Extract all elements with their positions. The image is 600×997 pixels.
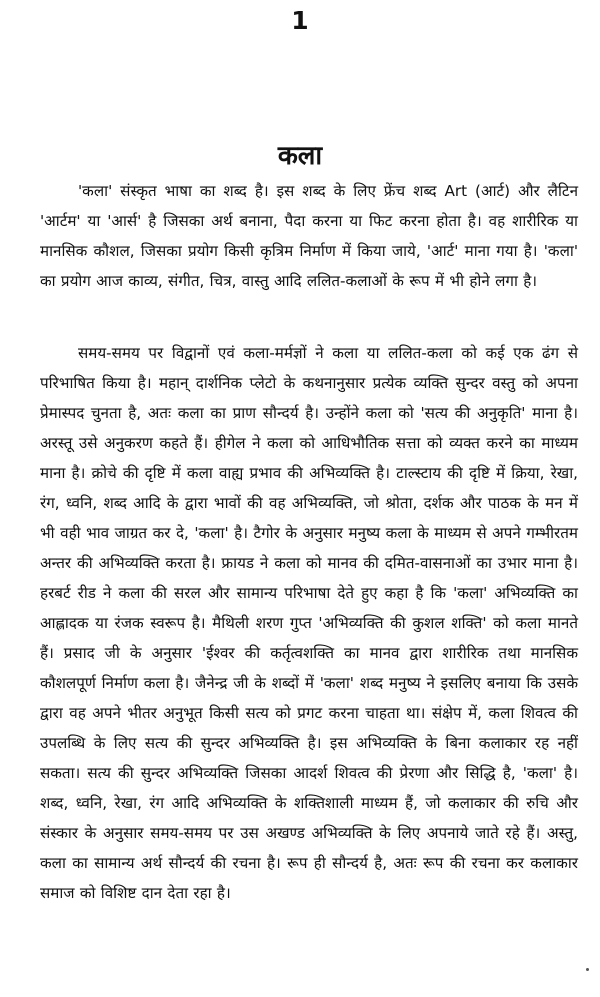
chapter-title: कला <box>277 141 323 171</box>
paragraph-intro: 'कला' संस्कृत भाषा का शब्द है। इस शब्द के लिए फ्रेंच शब्द Art (आर्ट) और लैटिन 'आर्टम' या 'आर्स' है जिसका अर्थ बनाना, पैदा करना या फिट करना होता है। वह शारीरिक या मानसिक कौशल, जिसका प्रयोग किसी कृत्रिम निर्माण में किया जाये, 'आर्ट' माना गया है। 'कला' का प्रयोग आज काव्य, संगीत, चित्र, वास्तु आदि ललित-कलाओं के रूप में भी होने लगा है। <box>40 182 578 290</box>
page-number: 1 <box>291 6 309 35</box>
paragraph-definitions: समय-समय पर विद्वानों एवं कला-मर्मज्ञों ने कला या ललित-कला को कई एक ढंग से परिभाषित किया है। महान् दार्शनिक प्लेटो के कथनानुसार प्रत्येक व्यक्ति सुन्दर वस्तु को अपना प्रेमास्पद चुनता है, अतः कला का प्राण सौन्दर्य है। उन्होंने कला को 'सत्य की अनुकृति' माना है। अरस्तू उसे अनुकरण कहते हैं। हीगेल ने कला को आधिभौतिक सत्ता को व्यक्त करने का माध्यम माना है। क्रोचे की दृष्टि में कला वाह्य प्रभाव की अभिव्यक्ति है। टाल्स्टाय की दृष्टि में क्रिया, रेखा, रंग, ध्वनि, शब्द आदि के द्वारा भावों की वह अभिव्यक्ति, जो श्रोता, दर्शक और पाठक के मन में भी वही भाव जाग्रत कर दे, 'कला' है। टैगोर के अनुसार मनुष्य कला के माध्यम से अपने गम्भीरतम अन्तर की अभिव्यक्ति करता है। फ्रायड ने कला को मानव की दमित-वासनाओं का उभार माना है। हरबर्ट रीड ने कला की सरल और सामान्य परिभाषा देते हुए कहा है कि 'कला' अभिव्यक्ति का आह्लादक या रंजक स्वरूप है। मैथिली शरण गुप्त 'अभिव्यक्ति की कुशल शक्ति' को कला मानते हैं। प्रसाद जी के अनुसार 'ईश्वर की कर्तृत्वशक्ति का मानव द्वारा शारीरिक तथा मानसिक कौशलपूर्ण निर्माण कला है। जैनेन्द्र जी के शब्दों में 'कला' शब्द मनुष्य ने इसलिए बनाया कि उसके द्वारा वह अपने भीतर अनुभूत किसी सत्य को प्रगट करना चाहता था। संक्षेप में, कला शिवत्व की उपलब्धि के लिए सत्य की सुन्दर अभिव्यक्ति है। इस अभिव्यक्ति के बिना कलाकार रह नहीं सकता। सत्य की सुन्दर अभिव्यक्ति जिसका आदर्श शिवत्व की प्रेरणा और सिद्धि है, 'कला' है। शब्द, ध्वनि, रेखा, रंग आदि अभिव्यक्ति के शक्तिशाली माध्यम हैं, जो कलाकार की रुचि और संस्कार के अनुसार समय-समय पर उस अखण्ड अभिव्यक्ति के लिए अपनाये जाते रहे हैं। अस्तु, कला का सामान्य अर्थ सौन्दर्य की रचना है। रूप ही सौन्दर्य है, अतः रूप की रचना कर कलाकार समाज को विशिष्ट दान देता रहा है। <box>40 344 578 902</box>
scan-speck <box>586 968 589 971</box>
